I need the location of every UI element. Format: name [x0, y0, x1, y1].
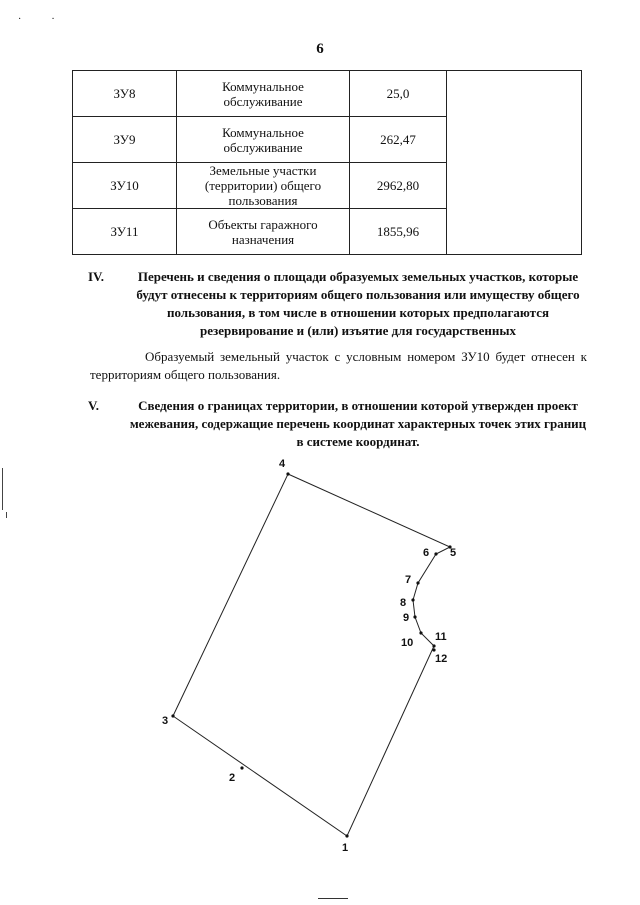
vertex-label-3: 3	[162, 715, 169, 727]
section-number: V.	[88, 398, 99, 413]
vertex-label-10: 10	[401, 637, 414, 649]
section-number: IV.	[88, 269, 105, 284]
vertex-label-8: 8	[400, 597, 407, 609]
merged-empty-cell	[447, 71, 582, 255]
vertex-marks	[171, 472, 451, 837]
vertex-point	[240, 766, 243, 769]
plot-area: 2962,80	[350, 163, 447, 209]
plot-area: 1855,96	[350, 209, 447, 255]
vertex-label-4: 4	[279, 458, 286, 470]
vertex-point	[416, 581, 419, 584]
land-plots-table	[72, 70, 582, 255]
vertex-label-5: 5	[450, 547, 457, 559]
vertex-point	[413, 615, 416, 618]
section-iv-heading	[88, 268, 588, 340]
plot-id: ЗУ8	[73, 71, 177, 117]
plot-use: Объекты гаражного назначения	[177, 209, 350, 255]
plot-area: 262,47	[350, 117, 447, 163]
table-row	[73, 71, 582, 117]
vertex-point	[411, 598, 414, 601]
vertex-point	[434, 552, 437, 555]
boundary-plan	[0, 450, 640, 860]
section-iv-paragraph: Образуемый земельный участок с условным номером ЗУ10 будет отнесен к территориям общего пользования.	[90, 349, 587, 382]
vertex-label-12: 12	[435, 653, 448, 665]
vertex-labels	[162, 458, 456, 854]
vertex-point	[432, 648, 435, 651]
vertex-point	[432, 644, 435, 647]
page-number: 6	[316, 41, 324, 57]
vertex-point	[171, 714, 174, 717]
plot-use: Коммунальное обслуживание	[177, 71, 350, 117]
bottom-rule	[318, 898, 348, 899]
vertex-label-2: 2	[229, 772, 236, 784]
vertex-label-1: 1	[342, 842, 349, 854]
section-v-heading	[88, 397, 588, 451]
vertex-point	[345, 834, 348, 837]
section-title: Сведения о границах территории, в отношении которой утвержден проект межевания, содержащие перечень координат характерных точек этих границ в системе координат.	[129, 398, 587, 449]
scan-edge-mark	[6, 512, 7, 518]
plot-id: ЗУ10	[73, 163, 177, 209]
vertex-label-11: 11	[435, 631, 447, 643]
plot-use: Коммунальное обслуживание	[177, 117, 350, 163]
section-title: Перечень и сведения о площади образуемых земельных участков, которые будут отнесены к территориям общего пользования или имуществу общего пользования, в том числе в отношении которых предполагаются резервирование и (или) изъятие для государственных	[136, 269, 580, 338]
plot-id: ЗУ9	[73, 117, 177, 163]
boundary-polygon	[173, 474, 450, 836]
vertex-point	[286, 472, 289, 475]
vertex-label-7: 7	[405, 574, 412, 586]
scan-edge-mark	[2, 468, 3, 510]
vertex-label-9: 9	[403, 612, 410, 624]
vertex-point	[419, 631, 422, 634]
plot-area: 25,0	[350, 71, 447, 117]
vertex-label-6: 6	[423, 547, 430, 559]
scan-specks: · ·	[18, 14, 55, 25]
plot-id: ЗУ11	[73, 209, 177, 255]
plot-use: Земельные участки (территории) общего пользования	[177, 163, 350, 209]
